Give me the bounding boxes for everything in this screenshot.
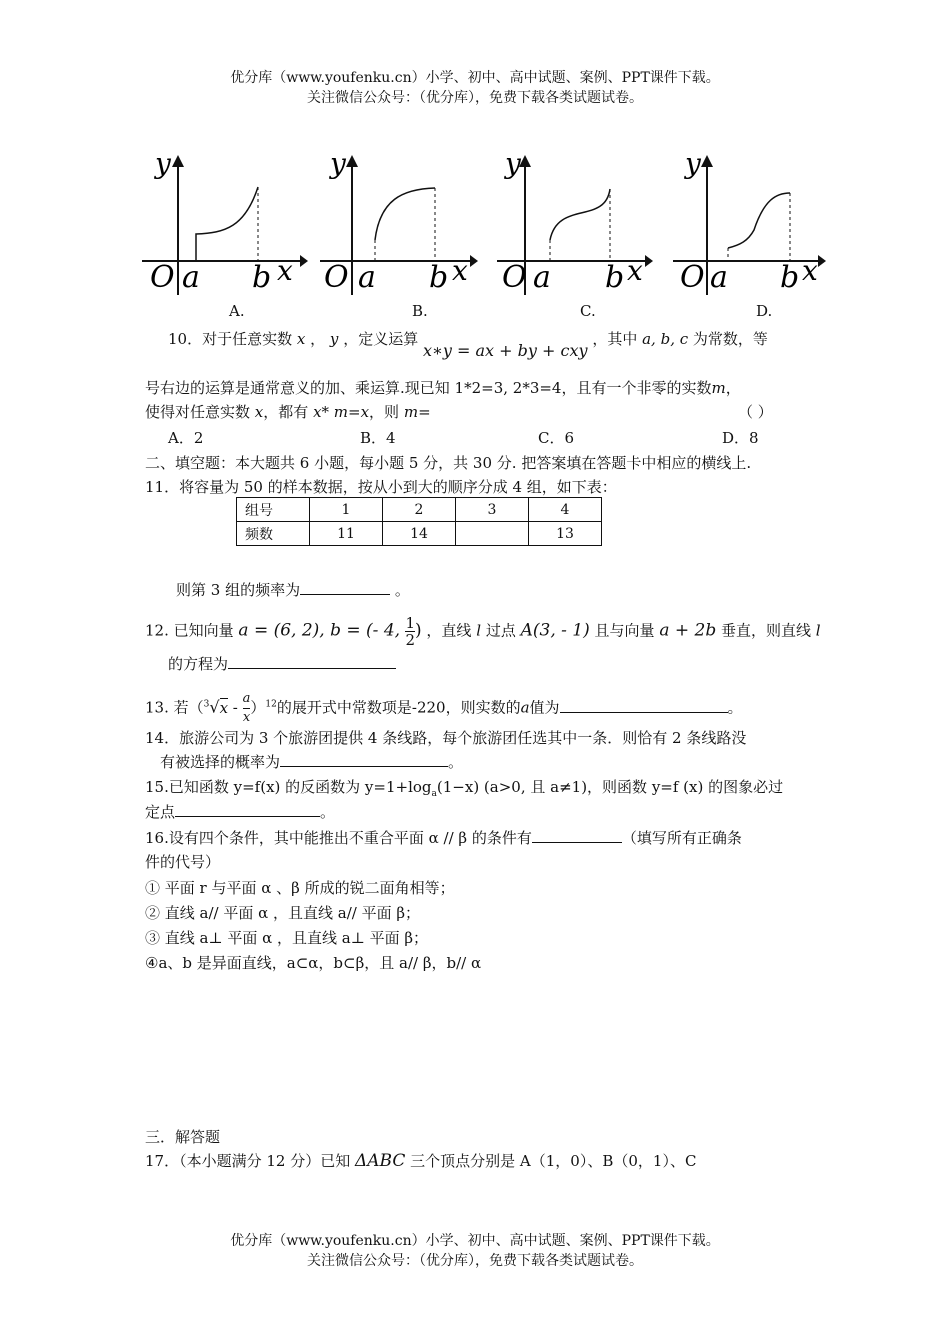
- graph-a-x-label: x: [277, 254, 293, 287]
- footer-line-1: 优分库（www.youfenku.cn）小学、初中、高中试题、案例、PPT课件下载。: [230, 1233, 720, 1249]
- q11-after: [176, 579, 410, 600]
- graph-d-x-label: x: [802, 254, 818, 287]
- q10-line-2: [145, 377, 741, 398]
- q12-line2-text: 的方程为: [168, 655, 229, 673]
- q17-triangle: ΔABC: [355, 1151, 406, 1171]
- table-row: [237, 522, 602, 546]
- q16-blank: [532, 828, 622, 843]
- q10-line3c: x* m=x: [313, 403, 370, 421]
- graph-a-y-label: y: [155, 147, 171, 180]
- graph-label-c: C.: [580, 302, 596, 320]
- table-cell: 2: [383, 498, 456, 522]
- q15-line-2: [145, 801, 335, 822]
- q17-start: 17．（本小题满分 12 分）已知: [145, 1152, 351, 1170]
- q13-line: [145, 690, 743, 727]
- table-cell: 4: [529, 498, 602, 522]
- graph-c-x-label: x: [627, 254, 643, 287]
- function-graphs: [140, 145, 830, 300]
- q12-frac-num: 1: [405, 614, 415, 632]
- q12-line-1: [145, 615, 821, 648]
- q14-line-1: 14．旅游公司为 3 个旅游团提供 4 条线路，每个旅游团任选其中一条．则恰有 2 条线路没: [145, 729, 747, 747]
- q12-point: A(3, - 1): [520, 620, 590, 641]
- q10-line-3: [145, 401, 431, 422]
- table-row: [237, 498, 602, 522]
- radical-icon: √: [209, 697, 220, 717]
- q10-line3x: x: [254, 403, 264, 421]
- q12-fraction: [405, 615, 415, 648]
- q13-close: ）: [250, 698, 266, 717]
- q13-root-arg: x: [219, 698, 229, 717]
- q14-blank: [280, 752, 448, 767]
- graph-c-y-label: y: [505, 147, 521, 180]
- section-3-title: 三．解答题: [145, 1128, 221, 1146]
- q14-end: 。: [448, 753, 464, 771]
- q12-and: 且与向量: [594, 621, 655, 640]
- q10-intro: 10．对于任意实数: [168, 330, 293, 348]
- graph-a-a-label: a: [182, 260, 200, 295]
- table-cell: 13: [529, 522, 602, 546]
- q10-const-text: 为常数，等: [692, 330, 768, 348]
- q16-line1b-text: （填写所有正确条: [621, 829, 742, 847]
- q16-line1-text: 16.设有四个条件，其中能推出不重合平面 α // β 的条件有: [145, 829, 532, 847]
- header-line-1: 优分库（www.youfenku.cn）小学、初中、高中试题、案例、PPT课件下载。: [230, 70, 720, 86]
- table-cell: 14: [383, 522, 456, 546]
- q13-text: 的展开式中常数项是-220，则实数的: [276, 698, 521, 717]
- q10-line2-text: 号右边的运算是通常意义的加、乘运算.现已知 1*2=3, 2*3=4，且有一个非零的实数: [145, 379, 712, 397]
- graph-b-origin: O: [324, 260, 349, 295]
- q15-blank: [175, 802, 320, 817]
- q16-condition-3: ③ 直线 a⊥ 平面 α ，且直线 a⊥ 平面 β；: [145, 929, 429, 947]
- q11-text: 11．将容量为 50 的样本数据，按从小到大的顺序分成 4 组，如下表：: [145, 478, 617, 496]
- q16-line-1: [145, 827, 742, 848]
- q10-constants: a, b, c: [642, 330, 689, 348]
- q10-var-y: y: [329, 330, 339, 348]
- q12-line-l2: l: [815, 621, 821, 640]
- section-2-title: 二、填空题：本大题共 6 小题，每小题 5 分，共 30 分. 把答案填在答题卡中相应的横线上.: [145, 454, 752, 472]
- q14-line2-text: 有被选择的概率为: [160, 753, 281, 771]
- table-cell: 11: [310, 522, 383, 546]
- graph-label-a: A.: [229, 302, 245, 320]
- q12-vec-close: ): [415, 620, 422, 641]
- q16-line-2: 件的代号）: [145, 853, 221, 871]
- q12-vector-sum: a + 2b: [659, 620, 717, 641]
- table-cell: 频数: [237, 522, 310, 546]
- q11-after-end: 。: [394, 581, 410, 599]
- table-cell: [456, 522, 529, 546]
- q10-line3b: ，都有: [263, 403, 309, 421]
- graph-label-b: B.: [412, 302, 428, 320]
- graph-d-y-label: y: [685, 147, 701, 180]
- q12-blank: [228, 654, 396, 669]
- q16-condition-1: ① 平面 r 与平面 α 、β 所成的锐二面角相等；: [145, 879, 455, 897]
- q15-end: 。: [320, 803, 336, 821]
- q13-minus: -: [228, 698, 243, 717]
- graph-c-a-label: a: [533, 260, 551, 295]
- q12-perp: 垂直，则直线: [721, 621, 812, 640]
- q10-option-d: D．8: [722, 429, 759, 447]
- q10-tail: ，其中: [592, 330, 638, 348]
- header-line-2: 关注微信公众号：（优分库），免费下载各类试题试卷。: [307, 90, 643, 106]
- q12-start: 12. 已知向量: [145, 621, 234, 640]
- graph-b-x-label: x: [452, 254, 468, 287]
- graph-c-b-label: b: [605, 260, 625, 295]
- frequency-table: [236, 497, 602, 546]
- q15-line1b-text: (1−x) (a>0, 且 a≠1)，则函数 y=f (x) 的图象必过: [436, 778, 784, 796]
- q15-line1-text: 15.已知函数 y=f(x) 的反函数为 y=1+log: [145, 778, 432, 796]
- q13-end: 。: [727, 698, 743, 717]
- graph-a-origin: O: [150, 260, 175, 295]
- q11-after-text: 则第 3 组的频率为: [176, 581, 301, 599]
- q13-var-a: a: [520, 698, 530, 717]
- q13-power: 12: [265, 699, 277, 710]
- table-cell: 3: [456, 498, 529, 522]
- q10-line3a: 使得对任意实数: [145, 403, 251, 421]
- q13-frac-den: x: [242, 710, 251, 725]
- q10-sep: ，: [310, 330, 326, 348]
- graph-d: [673, 147, 826, 295]
- q10-line3d: ，则: [369, 403, 400, 421]
- q13-text2: 值为: [529, 698, 560, 717]
- graph-c-origin: O: [502, 260, 527, 295]
- q14-line-2: [160, 751, 463, 772]
- table-cell: 1: [310, 498, 383, 522]
- q10-option-c: C．6: [538, 429, 575, 447]
- q16-condition-4: ④a、b 是异面直线，a⊂α，b⊂β，且 a// β，b// α: [145, 954, 482, 972]
- q12-line-2: [168, 653, 396, 674]
- q13-blank: [560, 698, 728, 713]
- q15-line2-text: 定点: [145, 803, 176, 821]
- q13-root-index: 3: [203, 699, 210, 710]
- graph-d-b-label: b: [780, 260, 800, 295]
- graph-a-b-label: b: [252, 260, 272, 295]
- q12-frac-den: 2: [405, 631, 415, 649]
- q10-formula: x∗y = ax + by + cxy: [422, 341, 588, 360]
- q11-blank: [300, 580, 390, 595]
- graph-b-y-label: y: [330, 147, 346, 180]
- q10-line2-end: ，: [725, 379, 741, 397]
- q15-line-1: [145, 776, 783, 799]
- graph-b-a-label: a: [358, 260, 376, 295]
- graph-c: [497, 147, 653, 295]
- table-cell: 组号: [237, 498, 310, 522]
- q12-line-l: l: [476, 621, 482, 640]
- graph-a: [142, 147, 308, 295]
- q15-log-base: a: [431, 789, 437, 799]
- q10-line3e: m=: [403, 403, 431, 421]
- graph-d-origin: O: [680, 260, 705, 295]
- q10-answer-paren: （ ）: [738, 403, 773, 421]
- q17-line: [145, 1150, 696, 1171]
- footer-line-2: 关注微信公众号：（优分库），免费下载各类试题试卷。: [307, 1253, 643, 1269]
- q12-vectors: a = (6, 2), b = (- 4,: [238, 620, 406, 641]
- q10-var-m: m: [711, 379, 726, 397]
- graph-label-d: D.: [756, 302, 773, 320]
- q10-line-1: [168, 328, 768, 360]
- q13-frac-num: a: [243, 690, 251, 709]
- q12-mid: ，直线: [426, 621, 472, 640]
- q12-pass: 过点: [485, 621, 516, 640]
- graph-d-a-label: a: [710, 260, 728, 295]
- graph-b: [320, 147, 478, 295]
- q10-define: ，定义运算: [343, 330, 419, 348]
- q16-condition-2: ② 直线 a// 平面 α ，且直线 a// 平面 β；: [145, 904, 421, 922]
- q17-rest: 三个顶点分别是 A（1，0）、B（0，1）、C: [410, 1152, 697, 1170]
- graph-b-b-label: b: [429, 260, 449, 295]
- q10-var-x: x: [296, 330, 306, 348]
- q10-option-b: B．4: [360, 429, 396, 447]
- q13-start: 13. 若（: [145, 698, 204, 717]
- q10-option-a: A．2: [168, 429, 204, 447]
